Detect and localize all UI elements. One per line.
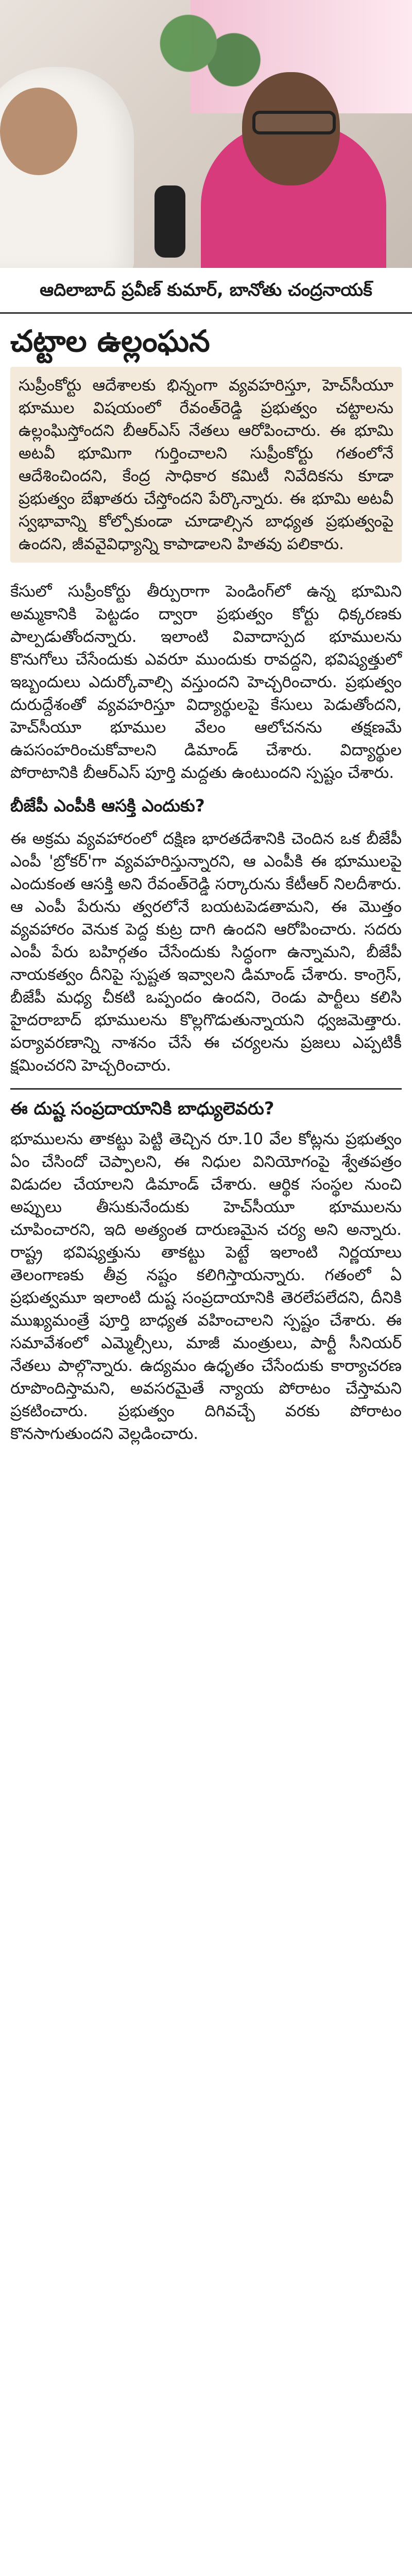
article-1-subhead: ఈ దుష్ట సంప్రదాయానికి బాధ్యులెవరు? xyxy=(10,1098,274,1119)
news-photo xyxy=(0,0,412,268)
photo-plant xyxy=(154,10,268,93)
divider xyxy=(0,312,412,314)
article-1-paragraph: ఈ అక్రమ వ్యవహారంలో దక్షిణ భారతదేశానికి చెందిన ఒక బీజేపీ ఎంపీ 'బ్రోకర్'గా వ్యవహరిస్తున్నారని, ఆ ఎంపీకి ఈ భూములపై ఎందుకంత ఆసక్తి అని రేవంత్‌రెడ్డి సర్కారును కేటీఆర్ నిలదీశారు. ఆ ఎంపీ పేరును త్వరలోనే బయటపెడతామని, ఈ మొత్తం వ్యవహారం వెనుక పెద్ద కుట్ర దాగి ఉందని ఆరోపించారు. సదరు ఎంపీ పేరు బహిర్గతం చేసేందుకు సిద్ధంగా ఉన్నామని, బీజేపీ నాయకత్వం దీనిపై స్పష్టత ఇవ్వాలని డిమాండ్ చేశారు. కాంగ్రెస్, బీజేపీ మధ్య చీకటి ఒప్పందం ఉందని, రెండు పార్టీలు కలిసి హైదరాబాద్ భూములను కొల్లగొడుతున్నాయని ధ్వజమెత్తారు. పర్యావరణాన్ని నాశనం చేసే ఈ చర్యలను ప్రజలు ఎప్పటికీ క్షమించరని హెచ్చరించారు. xyxy=(10,829,402,1075)
photo-person-left-head xyxy=(0,88,77,175)
article-1-pullquote xyxy=(10,793,402,818)
photo-person-left xyxy=(0,67,134,268)
article-1-lead-box xyxy=(10,367,402,563)
article-1-body xyxy=(10,580,402,784)
article-1-headline: చట్టాల ఉల్లంఘన xyxy=(10,324,210,359)
photo-caption: ఆదిలాబాద్ ప్రవీణ్ కుమార్, బానోతు చంద్రనాయక్ xyxy=(40,280,372,300)
article-1-paragraph: కేసులో సుప్రీంకోర్టు తీర్పురాగా పెండింగ్‌లో ఉన్న భూమిని అమ్మకానికి పెట్టడం ద్వారా ప్రభుత్వం కోర్టు ధిక్కరణకు పాల్పడుతోందన్నారు. ఇలాంటి వివాదాస్పద భూములను కొనుగోలు చేసేందుకు ఎవరూ ముందుకు రావద్దని, భవిష్యత్తులో ఇబ్బందులు ఎదుర్కోవాల్సి వస్తుందని హెచ్చరించారు. ప్రభుత్వం దురుద్దేశంతో వ్యవహరిస్తూ విద్యార్థులపై కేసులు పెడుతోందని, హెచ్‌సీయూ భూముల వేలం ఆలోచనను తక్షణమే ఉపసంహరించుకోవాలని డిమాండ్ చేశారు. విద్యార్థుల పోరాటానికి బీఆర్ఎస్ పూర్తి మద్దతు ఉంటుందని స్పష్టం చేశారు. xyxy=(10,582,402,782)
article-1 xyxy=(10,320,402,1445)
divider xyxy=(10,1088,402,1090)
photo-microphone xyxy=(154,185,185,258)
article-1-body-2 xyxy=(10,827,402,1077)
article-1-body-3 xyxy=(10,1128,402,1445)
article-1-lead: సుప్రీంకోర్టు ఆదేశాలకు భిన్నంగా వ్యవహరిస్తూ, హెచ్‌సీయూ భూముల విషయంలో రేవంత్‌రెడ్డి ప్రభుత్వం చట్టాలను ఉల్లంఘిస్తోందని బీఆర్ఎస్ నేతలు ఆరోపించారు. ఈ భూమి అటవీ భూమిగా గుర్తించాలని సుప్రీంకోర్టు గతంలోనే ఆదేశించిందని, కేంద్ర సాధికార కమిటీ నివేదికను కూడా ప్రభుత్వం బేఖాతరు చేస్తోందని పేర్కొన్నారు. ఈ భూమి అటవీ స్వభావాన్ని కోల్పోకుండా చూడాల్సిన బాధ్యత ప్రభుత్వంపై ఉందని, జీవవైవిధ్యాన్ని కాపాడాలని హితవు పలికారు. xyxy=(19,376,393,553)
article-1-paragraph: భూములను తాకట్టు పెట్టి తెచ్చిన రూ.10 వేల కోట్లను ప్రభుత్వం ఏం చేసిందో చెప్పాలని, ఈ నిధుల వినియోగంపై శ్వేతపత్రం విడుదల చేయాలని డిమాండ్ చేశారు. ఆర్థిక సంస్థల నుంచి అప్పులు తీసుకునేందుకు హెచ్‌సీయూ భూములను చూపించారని, ఇది అత్యంత దారుణమైన చర్య అని అన్నారు. రాష్ట్ర భవిష్యత్తును తాకట్టు పెట్టే ఇలాంటి నిర్ణయాలు తెలంగాణకు తీవ్ర నష్టం కలిగిస్తాయన్నారు. గతంలో ఏ ప్రభుత్వమూ ఇలాంటి దుష్ట సంప్రదాయానికి తెరలేపలేదని, దీనికి ముఖ్యమంత్రే పూర్తి బాధ్యత వహించాలని స్పష్టం చేశారు. ఈ సమావేశంలో ఎమ్మెల్సీలు, మాజీ మంత్రులు, పార్టీ సీనియర్ నేతలు పాల్గొన్నారు. ఉద్యమం ఉధృతం చేసేందుకు కార్యాచరణ రూపొందిస్తామని, అవసరమైతే న్యాయ పోరాటం చేస్తామని ప్రకటించారు. ప్రభుత్వం దిగివచ్చే వరకు పోరాటం కొనసాగుతుందని వెల్లడించారు. xyxy=(10,1130,402,1443)
article-1-pullquote-text: బీజేపీ ఎంపీకి ఆసక్తి ఎందుకు? xyxy=(10,795,205,816)
photo-glasses xyxy=(252,111,336,134)
